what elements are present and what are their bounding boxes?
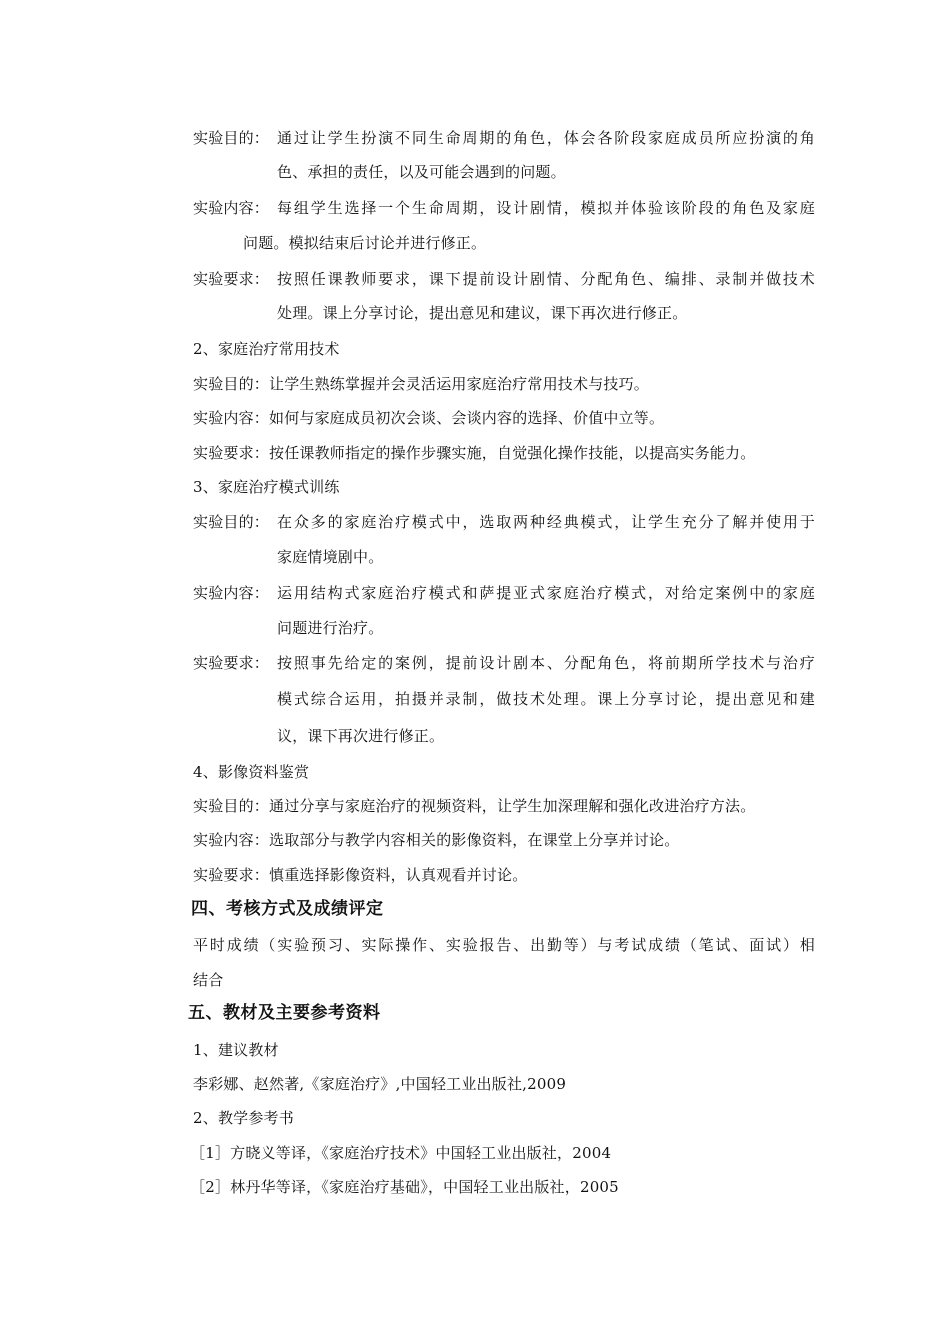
requirement-text-line: 按照任课教师要求，课下提前设计剧情、分配角色、编排、录制并做技术 bbox=[277, 270, 815, 288]
subsection-title: 4、影像资料鉴赏 bbox=[193, 763, 310, 781]
content-text-line: 运用结构式家庭治疗模式和萨提亚式家庭治疗模式，对给定案例中的家庭 bbox=[277, 584, 815, 602]
content-text-line: 问题。模拟结束后讨论并进行修正。 bbox=[243, 234, 487, 252]
purpose-text-line: 色、承担的责任，以及可能会遇到的问题。 bbox=[277, 163, 566, 181]
reference-entry: ［1］方晓义等译，《家庭治疗技术》中国轻工业出版社，2004 bbox=[190, 1144, 612, 1162]
assessment-text-line: 平时成绩（实验预习、实际操作、实验报告、出勤等）与考试成绩（笔试、面试）相 bbox=[193, 936, 815, 954]
content-line: 实验内容：选取部分与教学内容相关的影像资料，在课堂上分享并讨论。 bbox=[193, 831, 680, 849]
textbook-entry: 李彩娜、赵然著,《家庭治疗》,中国轻工业出版社,2009 bbox=[193, 1075, 567, 1093]
content-label: 实验内容： bbox=[193, 199, 270, 217]
assessment-text-line: 结合 bbox=[193, 971, 224, 989]
content-line: 实验内容：如何与家庭成员初次会谈、会谈内容的选择、价值中立等。 bbox=[193, 409, 665, 427]
subsection-title: 1、建议教材 bbox=[193, 1041, 279, 1059]
purpose-label: 实验目的： bbox=[193, 513, 270, 531]
purpose-text-line: 家庭情境剧中。 bbox=[277, 548, 384, 566]
subsection-title: 2、家庭治疗常用技术 bbox=[193, 340, 340, 358]
section-heading: 五、教材及主要参考资料 bbox=[188, 1003, 381, 1023]
purpose-label: 实验目的： bbox=[193, 129, 270, 147]
purpose-line: 实验目的：让学生熟练掌握并会灵活运用家庭治疗常用技术与技巧。 bbox=[193, 375, 650, 393]
requirement-line: 实验要求：慎重选择影像资料，认真观看并讨论。 bbox=[193, 866, 528, 884]
subsection-title: 3、家庭治疗模式训练 bbox=[193, 478, 340, 496]
requirement-text-line: 模式综合运用，拍摄并录制，做技术处理。课上分享讨论，提出意见和建 bbox=[277, 690, 815, 708]
purpose-text-line: 通过让学生扮演不同生命周期的角色，体会各阶段家庭成员所应扮演的角 bbox=[277, 129, 815, 147]
content-text-line: 问题进行治疗。 bbox=[277, 619, 384, 637]
requirement-line: 实验要求：按任课教师指定的操作步骤实施，自觉强化操作技能，以提高实务能力。 bbox=[193, 444, 756, 462]
content-label: 实验内容： bbox=[193, 584, 270, 602]
requirement-text-line: 按照事先给定的案例，提前设计剧本、分配角色，将前期所学技术与治疗 bbox=[277, 654, 815, 672]
section-heading: 四、考核方式及成绩评定 bbox=[191, 899, 384, 919]
requirement-label: 实验要求： bbox=[193, 654, 270, 672]
reference-entry: ［2］林丹华等译，《家庭治疗基础》，中国轻工业出版社，2005 bbox=[190, 1178, 619, 1196]
requirement-text-line: 议，课下再次进行修正。 bbox=[277, 727, 445, 745]
requirement-text-line: 处理。课上分享讨论，提出意见和建议，课下再次进行修正。 bbox=[277, 304, 688, 322]
subsection-title: 2、教学参考书 bbox=[193, 1109, 294, 1127]
purpose-line: 实验目的：通过分享与家庭治疗的视频资料，让学生加深理解和强化改进治疗方法。 bbox=[193, 797, 756, 815]
purpose-text-line: 在众多的家庭治疗模式中，选取两种经典模式，让学生充分了解并使用于 bbox=[277, 513, 815, 531]
content-text-line: 每组学生选择一个生命周期，设计剧情，模拟并体验该阶段的角色及家庭 bbox=[277, 199, 815, 217]
requirement-label: 实验要求： bbox=[193, 270, 270, 288]
